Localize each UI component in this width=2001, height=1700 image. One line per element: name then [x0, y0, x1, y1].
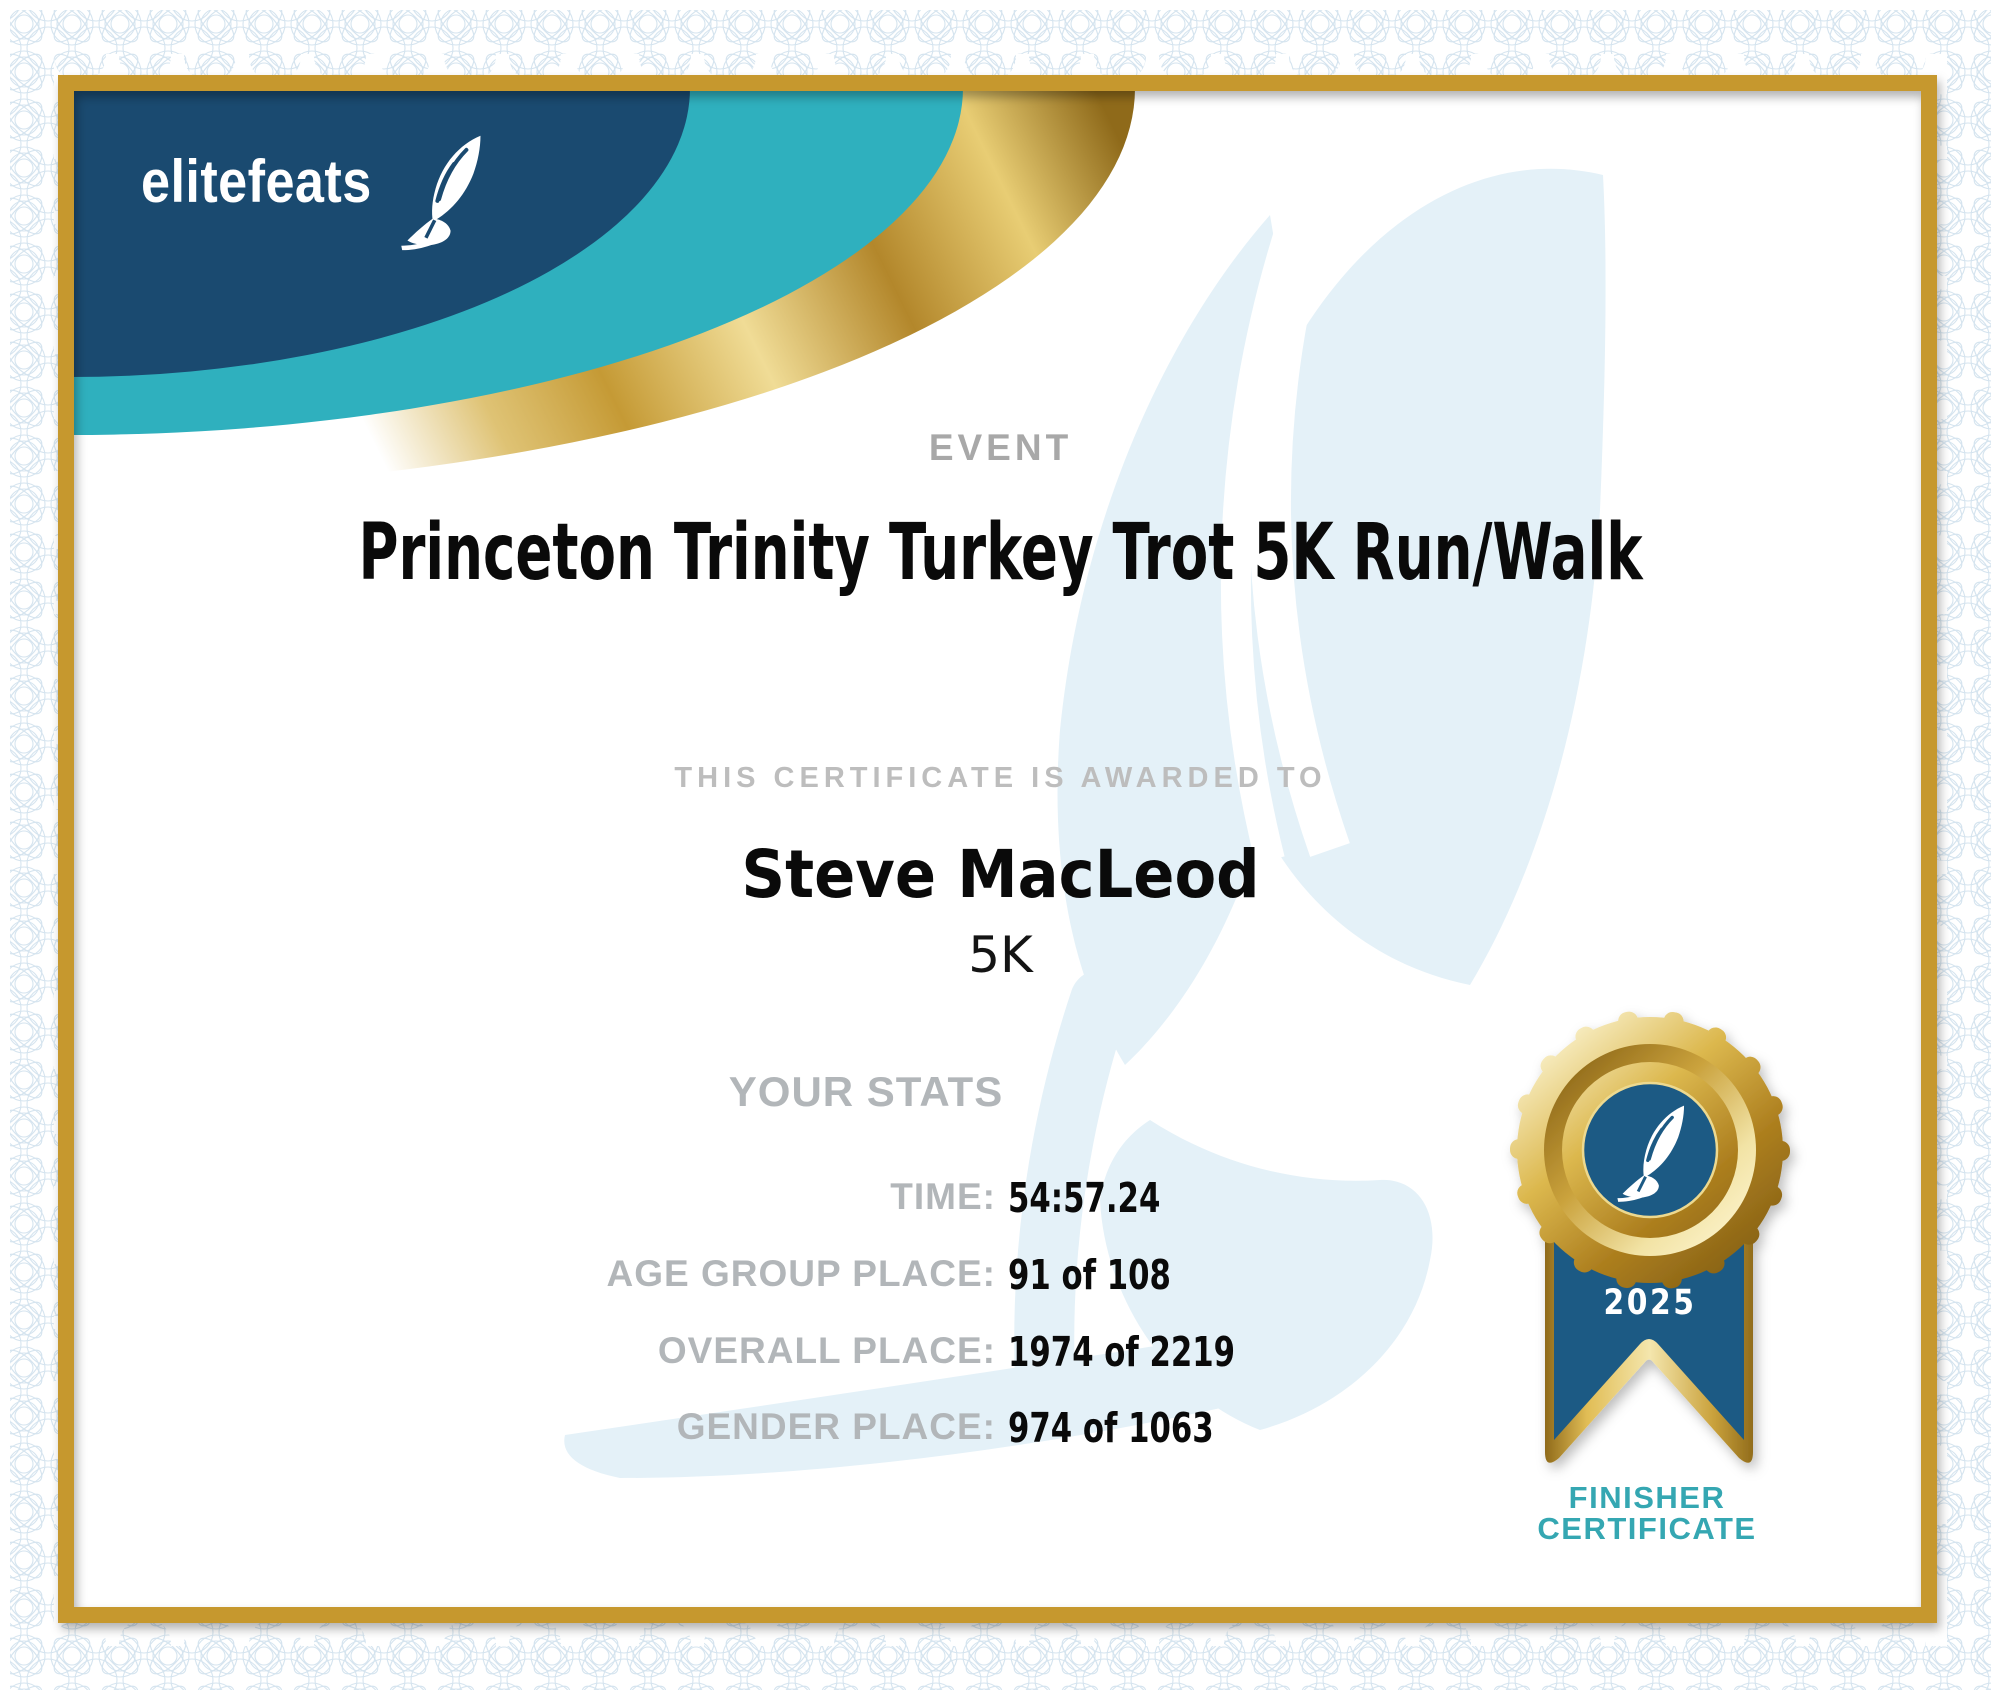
- awarded-to-label: THIS CERTIFICATE IS AWARDED TO: [674, 762, 1327, 794]
- stats-heading: YOUR STATS: [728, 1068, 1004, 1115]
- badge-caption-finisher: FINISHER: [1568, 1480, 1726, 1515]
- stat-label-age-group-place: AGE GROUP PLACE:: [606, 1253, 996, 1294]
- stat-label-overall-place: OVERALL PLACE:: [657, 1330, 996, 1371]
- stat-value-time: 54:57.24: [1008, 1174, 1161, 1222]
- brand-logo-text: elitefeats: [141, 148, 372, 215]
- race-distance: 5K: [968, 926, 1033, 984]
- badge-year: 2025: [1603, 1283, 1697, 1323]
- stat-value-age-group-place: 91 of 108: [1008, 1251, 1171, 1299]
- recipient-name: Steve MacLeod: [741, 836, 1260, 913]
- stat-label-gender-place: GENDER PLACE:: [676, 1406, 996, 1447]
- stat-value-overall-place: 1974 of 2219: [1008, 1328, 1236, 1376]
- badge-caption-certificate: CERTIFICATE: [1537, 1511, 1757, 1546]
- event-name: Princeton Trinity Turkey Trot 5K Run/Walk: [358, 508, 1643, 598]
- event-label: EVENT: [928, 427, 1073, 468]
- stat-label-time: TIME:: [890, 1176, 996, 1217]
- stat-value-gender-place: 974 of 1063: [1008, 1404, 1214, 1452]
